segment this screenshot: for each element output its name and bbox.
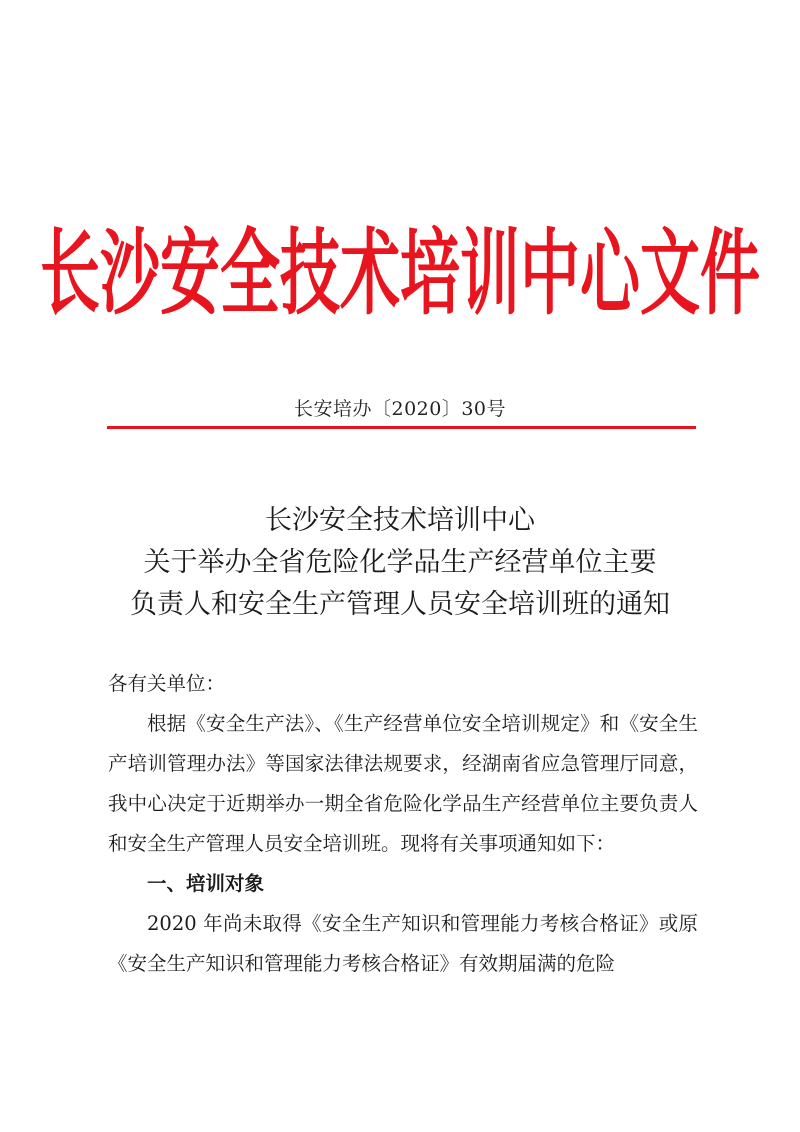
document-header-title: 长沙安全技术培训中心文件 <box>40 220 760 329</box>
notice-title-line-2: 关于举办全省危险化学品生产经营单位主要 <box>143 547 657 578</box>
salutation: 各有关单位： <box>108 672 226 695</box>
intro-paragraph: 根据《安全生产法》、《生产经营单位安全培训规定》和《安全生产培训管理办法》等国家法律法规要求，经湖南省应急管理厅同意，我中心决定于近期举办一期全省危险化学品生产经营单位主要负责人和安全生产管理人员安全培训班。现将有关事项通知如下： <box>108 712 698 855</box>
notice-title <box>0 500 800 626</box>
document-number: 长安培办〔2020〕30号 <box>293 398 507 420</box>
section-paragraph-training-targets: 2020 年尚未取得《安全生产知识和管理能力考核合格证》或原《安全生产知识和管理能力考核合格证》有效期届满的危险 <box>108 912 698 975</box>
notice-title-line-3: 负责人和安全生产管理人员安全培训班的通知 <box>130 589 670 620</box>
header-divider <box>107 426 696 429</box>
notice-title-line-1: 长沙安全技术培训中心 <box>265 505 535 536</box>
section-heading-training-targets: 一、培训对象 <box>147 872 265 895</box>
document-body <box>108 664 698 984</box>
